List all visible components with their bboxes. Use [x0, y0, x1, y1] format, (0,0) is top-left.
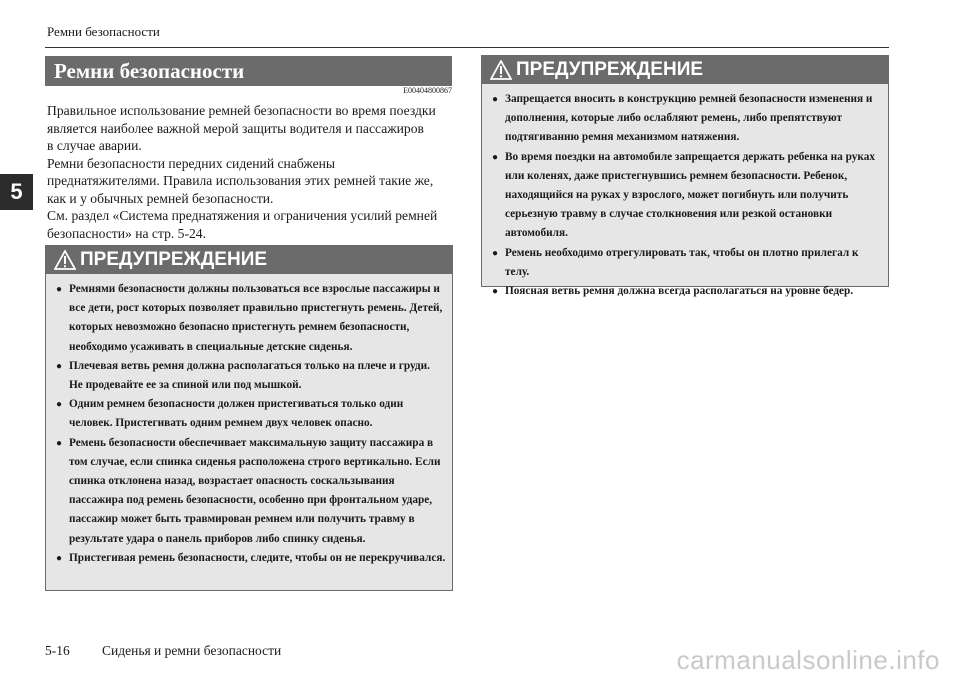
watermark: carmanualsonline.info: [676, 645, 940, 675]
bullet-icon: ●: [56, 552, 63, 564]
list-item-text: Ремнями безопасности должны пользоваться все взрослые пассажиры и все дети, рост которых позволяет правильно пристегнуть ремень. Детей, которых невозможно безопасно пристегнуть ремнем безопасности, необходимо усаживать в специальные детские сиденья.: [69, 283, 443, 353]
list-item-text: Во время поездки на автомобиле запрещается держать ребенка на руках или коленях, даже пристегнувшись ремнем безопасности. Ребенок, находящийся на руках у взрослого, может погибнуть или получить серьезную травму в случае столкновения или резкой остановки автомобиля.: [505, 150, 876, 240]
list-item-text: Ремень необходимо отрегулировать так, чтобы он плотно прилегал к телу.: [505, 246, 859, 278]
document-code: E00404800867: [403, 86, 452, 95]
header-rule: [45, 47, 889, 48]
text-line: Правильное использование ремней безопасности во время поездки: [47, 103, 436, 118]
list-item: [492, 90, 882, 148]
page-number: 5-16: [45, 643, 70, 658]
list-item-text: Запрещается вносить в конструкцию ремней безопасности изменения и дополнения, которые либо ослабляют ремень, либо препятствуют подтягиванию ремня механизмом натяжения.: [505, 93, 873, 144]
list-item: [56, 395, 446, 433]
text-line: См. раздел «Система преднатяжения и ограничения усилий ремней: [47, 208, 438, 223]
text-line: преднатяжителями. Правила использования этих ремней такие же,: [47, 173, 434, 188]
text-line: является наиболее важной мерой защиты водителя и пассажиров: [47, 120, 424, 136]
chapter-tab: 5: [0, 174, 33, 210]
bullet-icon: ●: [56, 284, 63, 295]
intro-text: [47, 102, 457, 242]
warning-header: [482, 56, 888, 84]
warning-triangle-icon: [490, 60, 512, 80]
text-line: Ремни безопасности передних сидений снабжены: [47, 155, 336, 171]
bullet-icon: ●: [492, 286, 499, 298]
list-item-text: Плечевая ветвь ремня должна располагаться только на плече и груди. Не продевайте ее за спиной или под мышкой.: [69, 359, 430, 392]
bullet-icon: ●: [56, 360, 63, 372]
bullet-icon: ●: [492, 94, 499, 105]
page-footer: [45, 643, 281, 659]
list-item: [492, 244, 882, 282]
warning-list: [46, 274, 452, 572]
list-item: [492, 148, 882, 244]
list-item: [56, 434, 446, 549]
list-item: [56, 280, 446, 357]
bullet-icon: ●: [492, 247, 499, 259]
list-item-text: Одним ремнем безопасности должен пристегиваться только один человек. Пристегивать одним ремнем двух человек опасно.: [69, 398, 404, 430]
list-item: [492, 282, 882, 301]
list-item: [56, 549, 446, 568]
list-item: [56, 357, 446, 395]
warning-heading: ПРЕДУПРЕЖДЕНИЕ: [80, 249, 268, 270]
text-line: безопасности» на стр. 5-24.: [47, 225, 206, 241]
warning-box-right: [481, 55, 889, 298]
warning-heading: ПРЕДУПРЕЖДЕНИЕ: [516, 59, 704, 80]
warning-list: [482, 84, 888, 305]
footer-chapter-title: Сиденья и ремни безопасности: [102, 643, 282, 658]
list-item-text: Пристегивая ремень безопасности, следите, чтобы он не перекручивался.: [69, 551, 446, 564]
bullet-icon: ●: [492, 151, 499, 163]
list-item-text: Ремень безопасности обеспечивает максимальную защиту пассажира в том случае, если спинка сиденья расположена строго вертикально. Если спинка отклонена назад, возрастает опасность соскальзывания пассажира под ремень безопасности, особенно при фронтальном ударе, пассажир может быть травмирован ремнем или получить травму в результате удара о панель приборов либо спинку сиденья.: [69, 436, 441, 545]
text-line: как и у обычных ремней безопасности.: [47, 190, 274, 206]
warning-triangle-icon: [54, 250, 76, 270]
warning-header: [46, 246, 452, 274]
bullet-icon: ●: [56, 437, 63, 449]
page-header-title: Ремни безопасности: [47, 24, 160, 39]
section-title: Ремни безопасности: [45, 56, 452, 86]
list-item-text: Поясная ветвь ремня должна всегда располагаться на уровне бедер.: [505, 285, 854, 298]
warning-box-left: [45, 245, 453, 591]
bullet-icon: ●: [56, 399, 63, 411]
text-line: в случае аварии.: [47, 138, 142, 153]
